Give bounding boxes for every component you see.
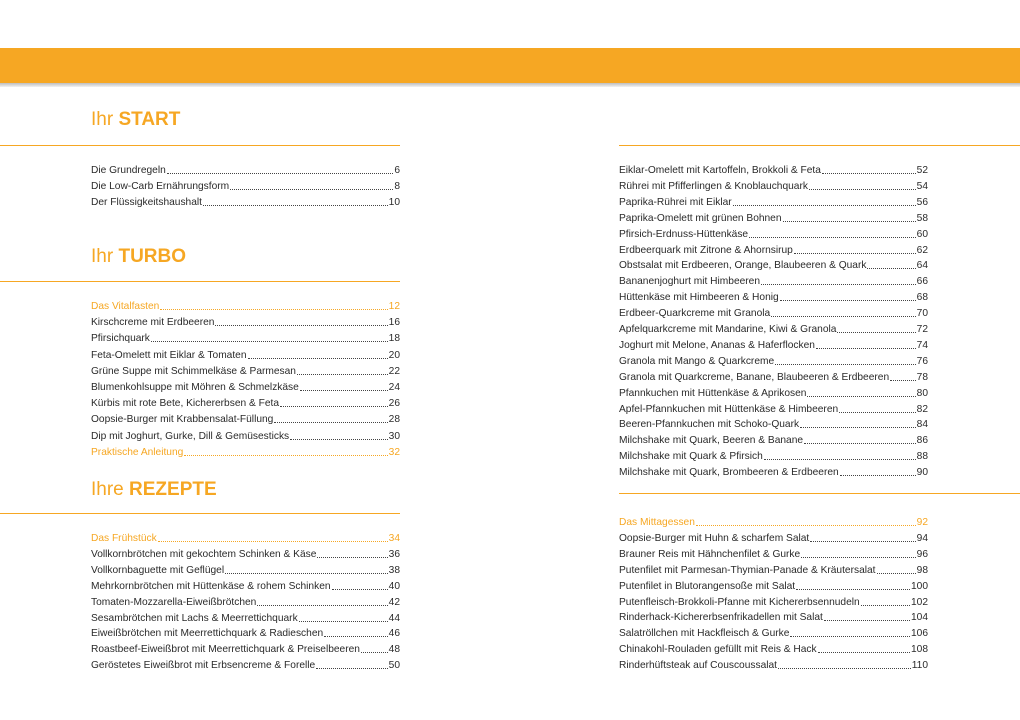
toc-entry-page: 20 bbox=[388, 349, 400, 361]
toc-dot-leader bbox=[771, 316, 915, 317]
toc-dot-leader bbox=[280, 406, 388, 407]
toc-entry-title: Pfannkuchen mit Hüttenkäse & Aprikosen bbox=[619, 387, 807, 399]
toc-dot-leader bbox=[877, 573, 916, 574]
heading-title: REZEPTE bbox=[129, 479, 217, 500]
toc-entry bbox=[619, 624, 928, 640]
toc-dot-leader bbox=[160, 309, 387, 310]
toc-entry-title: Das Frühstück bbox=[91, 533, 157, 544]
toc-entry-page: 60 bbox=[916, 228, 928, 240]
toc-entry-title: Tomaten-Mozzarella-Eiweißbrötchen bbox=[91, 596, 257, 608]
toc-dot-leader bbox=[696, 525, 916, 526]
toc-entry-title: Milchshake mit Quark & Pfirsich bbox=[619, 451, 763, 463]
toc-dot-leader bbox=[297, 374, 388, 375]
toc-entry bbox=[619, 656, 928, 672]
toc-entry-title: Beeren-Pfannkuchen mit Schoko-Quark bbox=[619, 419, 800, 431]
toc-entry bbox=[619, 431, 928, 447]
toc-entry-page: 28 bbox=[388, 414, 400, 426]
toc-entry bbox=[619, 320, 928, 336]
toc-dot-leader bbox=[824, 620, 910, 621]
toc-entry bbox=[91, 529, 400, 545]
toc-entry-title: Oopsie-Burger mit Huhn & scharfem Salat bbox=[619, 532, 810, 544]
toc-entry-page: 6 bbox=[394, 165, 400, 176]
toc-entry bbox=[91, 545, 400, 561]
toc-entry-title: Paprika-Rührei mit Eiklar bbox=[619, 196, 732, 208]
heading-rezepte bbox=[91, 479, 217, 501]
heading-title: TURBO bbox=[118, 246, 187, 267]
toc-entry-title: Oopsie-Burger mit Krabbensalat-Füllung bbox=[91, 414, 274, 426]
toc-entry bbox=[91, 297, 400, 313]
toc-dot-leader bbox=[780, 300, 916, 301]
toc-entry-title: Apfelquarkcreme mit Mandarine, Kiwi & Granola bbox=[619, 324, 837, 335]
toc-entry-title: Rührei mit Pfifferlingen & Knoblauchquark bbox=[619, 180, 808, 192]
toc-entry-title: Geröstetes Eiweißbrot mit Erbsencreme & Forelle bbox=[91, 660, 316, 672]
toc-entry bbox=[619, 384, 928, 400]
toc-entry-title: Vollkornbrötchen mit gekochtem Schinken & Käse bbox=[91, 548, 317, 560]
toc-entry bbox=[619, 352, 928, 368]
toc-entry bbox=[619, 241, 928, 257]
toc-entry-title: Die Grundregeln bbox=[91, 165, 166, 176]
toc-entry-title: Eiweißbrötchen mit Meerrettichquark & Radieschen bbox=[91, 628, 324, 640]
toc-entry bbox=[619, 400, 928, 416]
toc-entry-page: 8 bbox=[394, 181, 400, 192]
toc-entry bbox=[619, 272, 928, 288]
toc-entry-title: Milchshake mit Quark, Brombeeren & Erdbeeren bbox=[619, 467, 839, 479]
toc-entry-page: 64 bbox=[916, 260, 928, 272]
heading-prefix: Ihr bbox=[91, 246, 114, 267]
toc-dot-leader bbox=[809, 189, 916, 190]
toc-dot-leader bbox=[794, 253, 916, 254]
toc-entry-title: Granola mit Quarkcreme, Banane, Blaubeeren & Erdbeeren bbox=[619, 371, 890, 383]
toc-entry-page: 78 bbox=[916, 371, 928, 383]
toc-entry-title: Roastbeef-Eiweißbrot mit Meerrettichquark & Preiselbeeren bbox=[91, 644, 360, 656]
toc-entry bbox=[91, 593, 400, 609]
section-divider bbox=[0, 281, 400, 282]
toc-entry-page: 30 bbox=[388, 430, 400, 442]
toc-dot-leader bbox=[203, 205, 388, 206]
toc-dot-leader bbox=[804, 443, 916, 444]
toc-entry-page: 102 bbox=[911, 596, 928, 608]
toc-dot-leader bbox=[248, 358, 388, 359]
toc-dot-leader bbox=[783, 221, 916, 222]
toc-entry bbox=[619, 640, 928, 656]
toc-dot-leader bbox=[332, 589, 388, 590]
section-divider bbox=[0, 513, 400, 514]
toc-dot-leader bbox=[796, 589, 910, 590]
toc-dot-leader bbox=[733, 205, 916, 206]
toc-entry bbox=[91, 329, 400, 345]
toc-dot-leader bbox=[839, 412, 916, 413]
section-divider bbox=[0, 145, 400, 146]
heading-prefix: Ihr bbox=[91, 109, 114, 130]
toc-entry-title: Salatröllchen mit Hackfleisch & Gurke bbox=[619, 628, 790, 640]
toc-entry-title: Sesambrötchen mit Lachs & Meerrettichquark bbox=[91, 612, 298, 624]
toc-entry bbox=[619, 513, 928, 529]
toc-entry-page: 86 bbox=[916, 435, 928, 447]
toc-entry-title: Joghurt mit Melone, Ananas & Haferflocken bbox=[619, 339, 815, 351]
toc-entry-page: 38 bbox=[388, 564, 400, 576]
toc-entry bbox=[91, 656, 400, 672]
toc-entry-page: 18 bbox=[388, 333, 400, 345]
heading-start bbox=[91, 109, 180, 131]
toc-entry bbox=[91, 362, 400, 378]
toc-entry bbox=[619, 336, 928, 352]
section-divider bbox=[619, 145, 1020, 146]
heading-turbo bbox=[91, 246, 186, 268]
toc-entry bbox=[619, 561, 928, 577]
toc-entry-title: Erdbeerquark mit Zitrone & Ahornsirup bbox=[619, 244, 793, 256]
toc-dot-leader bbox=[775, 364, 916, 365]
toc-entry-page: 12 bbox=[388, 301, 400, 312]
toc-entry bbox=[91, 410, 400, 426]
toc-entry-page: 10 bbox=[388, 197, 400, 208]
toc-entry-page: 42 bbox=[388, 596, 400, 608]
toc-entry-page: 96 bbox=[916, 548, 928, 560]
toc-entry-title: Pfirsichquark bbox=[91, 333, 150, 345]
toc-entry-title: Rinderhüftsteak auf Couscoussalat bbox=[619, 660, 777, 672]
toc-entry-title: Mehrkornbrötchen mit Hüttenkäse & rohem Schinken bbox=[91, 580, 331, 592]
toc-entry-title: Blumenkohlsuppe mit Möhren & Schmelzkäse bbox=[91, 382, 299, 393]
toc-entry bbox=[91, 640, 400, 656]
toc-entry-page: 34 bbox=[388, 533, 400, 544]
section-divider bbox=[619, 493, 1020, 494]
toc-entry-page: 92 bbox=[916, 517, 928, 528]
toc-entry bbox=[91, 561, 400, 577]
toc-entry bbox=[619, 368, 928, 384]
toc-entry-page: 46 bbox=[388, 628, 400, 640]
toc-entry-title: Granola mit Mango & Quarkcreme bbox=[619, 355, 775, 367]
toc-entry-page: 74 bbox=[916, 339, 928, 351]
toc-dot-leader bbox=[324, 636, 388, 637]
toc-entry-page: 68 bbox=[916, 292, 928, 304]
toc-dot-leader bbox=[837, 332, 915, 333]
toc-dot-leader bbox=[778, 668, 911, 669]
toc-entry bbox=[619, 529, 928, 545]
toc-dot-leader bbox=[230, 189, 393, 190]
toc-entry bbox=[91, 443, 400, 459]
toc-entry-page: 62 bbox=[916, 244, 928, 256]
toc-dot-leader bbox=[801, 557, 915, 558]
toc-entry-page: 52 bbox=[916, 165, 928, 176]
toc-entry-title: Bananenjoghurt mit Himbeeren bbox=[619, 276, 761, 288]
toc-entry bbox=[91, 346, 400, 362]
toc-entry-page: 104 bbox=[911, 612, 928, 624]
toc-dot-leader bbox=[299, 621, 388, 622]
toc-entry-title: Praktische Anleitung bbox=[91, 446, 184, 458]
toc-entry-title: Obstsalat mit Erdbeeren, Orange, Blaubeeren & Quark bbox=[619, 260, 867, 272]
toc-entry-page: 22 bbox=[388, 365, 400, 377]
toc-entry-page: 110 bbox=[911, 660, 928, 672]
toc-entry-page: 72 bbox=[916, 324, 928, 335]
toc-entry-title: Feta-Omelett mit Eiklar & Tomaten bbox=[91, 349, 247, 361]
toc-dot-leader bbox=[816, 348, 916, 349]
toc-entry-page: 56 bbox=[916, 196, 928, 208]
toc-dot-leader bbox=[764, 459, 916, 460]
toc-entry bbox=[91, 193, 400, 209]
toc-dot-leader bbox=[317, 557, 387, 558]
toc-dot-leader bbox=[822, 173, 916, 174]
toc-entry-page: 66 bbox=[916, 276, 928, 288]
toc-entry-page: 36 bbox=[388, 548, 400, 560]
toc-entry bbox=[91, 161, 400, 177]
toc-entry bbox=[619, 545, 928, 561]
toc-dot-leader bbox=[290, 439, 388, 440]
toc-dot-leader bbox=[810, 541, 915, 542]
toc-entry-title: Das Mittagessen bbox=[619, 517, 695, 528]
toc-dot-leader bbox=[257, 605, 387, 606]
toc-dot-leader bbox=[867, 268, 915, 269]
toc-dot-leader bbox=[225, 573, 388, 574]
toc-entry bbox=[619, 177, 928, 193]
toc-entry bbox=[91, 313, 400, 329]
toc-entry-page: 40 bbox=[388, 580, 400, 592]
toc-dot-leader bbox=[890, 380, 916, 381]
toc-entry-title: Eiklar-Omelett mit Kartoffeln, Brokkoli & Feta bbox=[619, 165, 821, 176]
toc-entry-title: Das Vitalfasten bbox=[91, 301, 160, 312]
toc-entry-page: 26 bbox=[388, 398, 400, 410]
toc-entry bbox=[619, 161, 928, 177]
toc-entry-page: 58 bbox=[916, 212, 928, 224]
toc-entry bbox=[91, 577, 400, 593]
toc-entry-page: 94 bbox=[916, 532, 928, 544]
toc-entry-page: 76 bbox=[916, 355, 928, 367]
toc-entry-title: Hüttenkäse mit Himbeeren & Honig bbox=[619, 292, 779, 304]
toc-entry-page: 44 bbox=[388, 612, 400, 624]
toc-dot-leader bbox=[761, 284, 916, 285]
toc-dot-leader bbox=[840, 475, 916, 476]
toc-entry bbox=[619, 225, 928, 241]
toc-entry-title: Paprika-Omelett mit grünen Bohnen bbox=[619, 212, 782, 224]
toc-entry-page: 80 bbox=[916, 387, 928, 399]
toc-entry bbox=[619, 256, 928, 272]
toc-entry-page: 106 bbox=[911, 628, 928, 640]
toc-entry-title: Kirschcreme mit Erdbeeren bbox=[91, 317, 215, 329]
toc-entry-title: Apfel-Pfannkuchen mit Hüttenkäse & Himbeeren bbox=[619, 403, 839, 415]
toc-entry bbox=[91, 609, 400, 625]
toc-dot-leader bbox=[861, 605, 910, 606]
toc-entry bbox=[619, 415, 928, 431]
toc-entry-title: Rinderhack-Kichererbsenfrikadellen mit Salat bbox=[619, 612, 823, 624]
toc-entry bbox=[619, 577, 928, 593]
toc-dot-leader bbox=[361, 652, 388, 653]
toc-entry-title: Chinakohl-Rouladen gefüllt mit Reis & Hack bbox=[619, 644, 817, 656]
toc-entry bbox=[91, 177, 400, 193]
toc-entry-page: 50 bbox=[388, 660, 400, 672]
toc-entry-title: Brauner Reis mit Hähnchenfilet & Gurke bbox=[619, 548, 801, 560]
toc-dot-leader bbox=[167, 173, 394, 174]
toc-entry bbox=[619, 463, 928, 479]
toc-entry-title: Kürbis mit rote Bete, Kichererbsen & Feta bbox=[91, 398, 279, 410]
toc-entry bbox=[619, 304, 928, 320]
toc-entry-page: 16 bbox=[388, 317, 400, 329]
toc-dot-leader bbox=[818, 652, 910, 653]
right-page bbox=[510, 0, 1020, 720]
toc-dot-leader bbox=[749, 237, 916, 238]
toc-dot-leader bbox=[316, 668, 387, 669]
toc-entry bbox=[91, 394, 400, 410]
toc-entry bbox=[619, 447, 928, 463]
toc-dot-leader bbox=[274, 422, 387, 423]
toc-entry bbox=[91, 624, 400, 640]
toc-entry bbox=[619, 288, 928, 304]
toc-entry bbox=[619, 593, 928, 609]
toc-entry-page: 32 bbox=[388, 446, 400, 458]
toc-entry-page: 88 bbox=[916, 451, 928, 463]
heading-prefix: Ihre bbox=[91, 479, 124, 500]
toc-entry bbox=[619, 209, 928, 225]
toc-entry-page: 108 bbox=[911, 644, 928, 656]
toc-entry-title: Grüne Suppe mit Schimmelkäse & Parmesan bbox=[91, 365, 296, 377]
toc-entry-page: 82 bbox=[916, 403, 928, 415]
toc-entry-page: 48 bbox=[388, 644, 400, 656]
toc-entry-page: 70 bbox=[916, 308, 928, 320]
toc-dot-leader bbox=[158, 541, 388, 542]
toc-entry-page: 100 bbox=[911, 580, 928, 592]
toc-entry-title: Die Low-Carb Ernährungsform bbox=[91, 181, 230, 192]
toc-entry-title: Der Flüssigkeitshaushalt bbox=[91, 197, 202, 208]
toc-entry-title: Putenfleisch-Brokkoli-Pfanne mit Kichererbsennudeln bbox=[619, 596, 860, 608]
heading-title: START bbox=[118, 109, 181, 130]
toc-entry bbox=[91, 427, 400, 443]
toc-dot-leader bbox=[800, 427, 916, 428]
toc-entry-title: Putenfilet in Blutorangensoße mit Salat bbox=[619, 580, 796, 592]
toc-entry-page: 90 bbox=[916, 467, 928, 479]
toc-entry-title: Vollkornbaguette mit Geflügel bbox=[91, 564, 225, 576]
toc-entry bbox=[619, 193, 928, 209]
toc-dot-leader bbox=[151, 341, 388, 342]
toc-dot-leader bbox=[300, 390, 388, 391]
toc-entry-title: Pfirsich-Erdnuss-Hüttenkäse bbox=[619, 228, 749, 240]
toc-dot-leader bbox=[215, 325, 387, 326]
toc-entry bbox=[91, 378, 400, 394]
toc-entry-title: Erdbeer-Quarkcreme mit Granola bbox=[619, 308, 771, 320]
toc-entry-page: 54 bbox=[916, 180, 928, 192]
toc-entry-title: Putenfilet mit Parmesan-Thymian-Panade & Kräutersalat bbox=[619, 564, 876, 576]
toc-entry-page: 24 bbox=[388, 382, 400, 393]
toc-dot-leader bbox=[790, 636, 910, 637]
toc-entry-page: 84 bbox=[916, 419, 928, 431]
toc-entry-page: 98 bbox=[916, 564, 928, 576]
toc-dot-leader bbox=[807, 396, 915, 397]
toc-entry-title: Milchshake mit Quark, Beeren & Banane bbox=[619, 435, 804, 447]
toc-dot-leader bbox=[184, 455, 387, 456]
toc-entry-title: Dip mit Joghurt, Gurke, Dill & Gemüsesticks bbox=[91, 430, 290, 442]
toc-entry bbox=[619, 608, 928, 624]
